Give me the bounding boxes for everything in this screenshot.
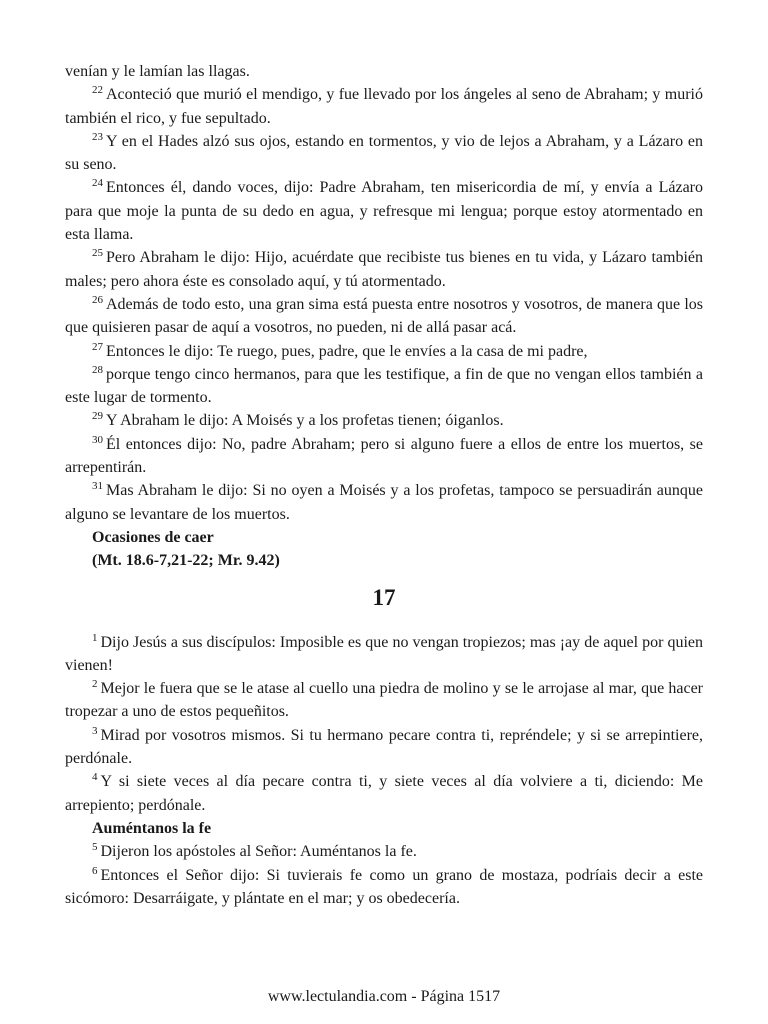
verse-text: Además de todo esto, una gran sima está puesta entre nosotros y vosotros, de manera que los que quisieren pasar de aquí a vosotros, no pueden, ni de allá pasar acá. (65, 295, 703, 337)
verse-text: Mas Abraham le dijo: Si no oyen a Moisés y a los profetas, tampoco se persuadirán aunque alguno se levantare de los muertos. (65, 482, 703, 523)
verse (65, 293, 703, 340)
verse (65, 363, 703, 410)
verse-list-b (65, 631, 703, 817)
verse-number: 28 (92, 363, 103, 376)
verse-text: Él entonces dijo: No, padre Abraham; pero si alguno fuere a ellos de entre los muertos, se arrepentirán. (65, 435, 703, 477)
verse (65, 433, 703, 480)
verse-number: 3 (92, 724, 98, 737)
section-heading: Auméntanos la fe (92, 819, 212, 837)
verse-number: 2 (92, 678, 98, 691)
verse-text: Dijo Jesús a sus discípulos: Imposible es que no vengan tropiezos; mas ¡ay de aquel por quien vienen! (65, 633, 703, 674)
verse (65, 83, 703, 130)
page-footer: www.lectulandia.com - Página 1517 (267, 988, 501, 1005)
verse-list-c (65, 840, 703, 910)
verse-number: 30 (92, 433, 103, 446)
verse-list-a (65, 83, 703, 526)
verse-text: Entonces él, dando voces, dijo: Padre Abraham, ten misericordia de mí, y envía a Lázaro para que moje la punta de su dedo en agua, y refresque mi lengua; porque estoy atormentado en esta llama. (65, 179, 703, 244)
verse (65, 864, 703, 911)
verse-text: Y en el Hades alzó sus ojos, estando en tormentos, y vio de lejos a Abraham, y a Lázaro en su seno. (65, 132, 703, 174)
verse (65, 631, 703, 678)
verse (65, 677, 703, 724)
verse-text: Entonces le dijo: Te ruego, pues, padre, que le envíes a la casa de mi padre, (106, 342, 588, 360)
verse-text: Y Abraham le dijo: A Moisés y a los profetas tienen; óiganlos. (106, 412, 504, 430)
verse-number: 27 (92, 340, 103, 353)
verse-text: porque tengo cinco hermanos, para que les testifique, a fin de que no vengan ellos también a este lugar de tormento. (65, 365, 703, 407)
verse-text: Y si siete veces al día pecare contra ti, y siete veces al día volviere a ti, diciendo: Me arrepiento; perdónale. (65, 773, 703, 814)
verse-number: 22 (92, 84, 103, 97)
verse-number: 23 (92, 130, 103, 143)
verse (65, 176, 703, 246)
verse (65, 479, 703, 526)
verse-number: 5 (92, 841, 98, 854)
verse-text: Entonces el Señor dijo: Si tuvierais fe como un grano de mostaza, podríais decir a este sicómoro: Desarráigate, y plántate en el mar; y os obedecería. (65, 866, 703, 907)
verse-number: 25 (92, 247, 103, 260)
verse-number: 1 (92, 631, 98, 644)
chapter-number: 17 (372, 584, 396, 610)
verse (65, 770, 703, 817)
verse-text: Mirad por vosotros mismos. Si tu hermano pecare contra ti, repréndele; y si se arrepintiere, perdónale. (65, 726, 703, 768)
verse-number: 29 (92, 410, 103, 423)
verse-number: 31 (92, 480, 103, 493)
verse-text: Dijeron los apóstoles al Señor: Auméntanos la fe. (100, 843, 417, 861)
verse (65, 130, 703, 177)
section-heading: Ocasiones de caer (92, 528, 214, 546)
verse (65, 840, 703, 863)
verse-text: Pero Abraham le dijo: Hijo, acuérdate que recibiste tus bienes en tu vida, y Lázaro también males; pero ahora éste es consolado aquí, y tú atormentado. (65, 249, 703, 290)
verse (65, 409, 703, 432)
verse-number: 24 (92, 177, 103, 190)
verse-number: 4 (92, 771, 98, 784)
verse-text: Aconteció que murió el mendigo, y fue llevado por los ángeles al seno de Abraham; y murió también el rico, y fue sepultado. (65, 86, 703, 127)
verse (65, 246, 703, 293)
verse-text: Mejor le fuera que se le atase al cuello una piedra de molino y se le arrojase al mar, que hacer tropezar a uno de estos pequeñitos. (65, 680, 703, 721)
verse-number: 26 (92, 293, 103, 306)
section-reference: (Mt. 18.6-7,21-22; Mr. 9.42) (92, 552, 280, 570)
verse (65, 724, 703, 771)
page-body (65, 60, 703, 910)
lead-text: venían y le lamían las llagas. (65, 63, 250, 80)
verse (65, 340, 703, 363)
verse-number: 6 (92, 864, 98, 877)
